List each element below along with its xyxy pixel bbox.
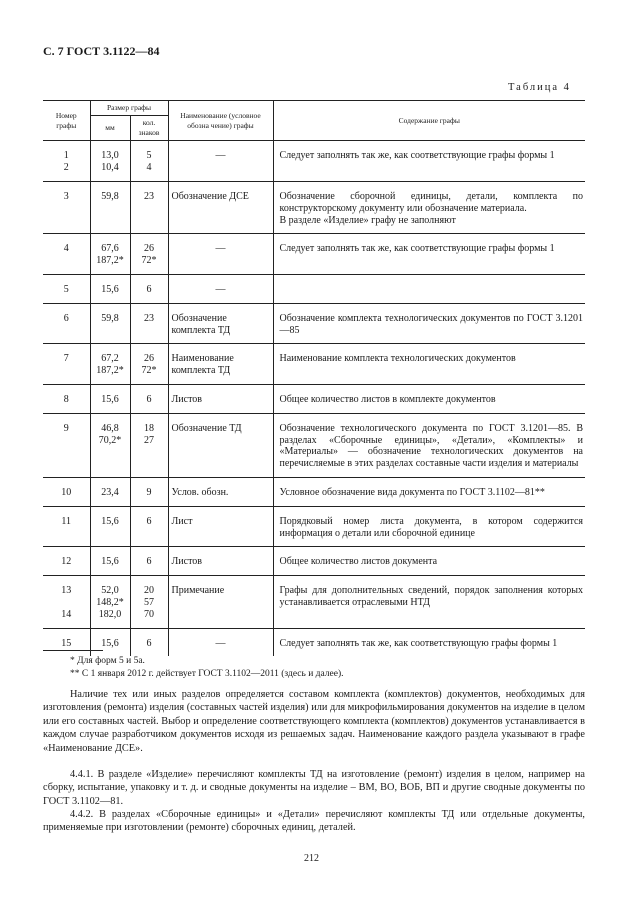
header-number: Номер графы — [43, 101, 90, 141]
cell-name: — — [168, 234, 273, 275]
table-row — [43, 576, 585, 628]
cell-number: 6 — [43, 303, 90, 344]
cell-name: Листов — [168, 547, 273, 576]
cell-number: 5 — [43, 274, 90, 303]
cell-number: 11 — [43, 506, 90, 547]
cell-number: 1 2 — [43, 141, 90, 182]
header-content: Содержание графы — [273, 101, 585, 141]
header-size: Размер графы — [90, 101, 168, 116]
cell-content: Общее количество листов в комплекте документов — [273, 384, 585, 413]
table-row — [43, 181, 585, 233]
cell-size-mm: 15,6 — [90, 506, 130, 547]
cell-size-chars: 23 — [130, 303, 168, 344]
cell-size-mm: 59,8 — [90, 181, 130, 233]
cell-size-mm: 15,6 — [90, 274, 130, 303]
cell-content: Наименование комплекта технологических документов — [273, 344, 585, 385]
table-row — [43, 141, 585, 182]
table-row — [43, 477, 585, 506]
footnotes — [70, 655, 344, 681]
cell-content: Следует заполнять так же, как соответствующие графы формы 1 — [273, 234, 585, 275]
cell-name: Обозначение комплекта ТД — [168, 303, 273, 344]
cell-name: Листов — [168, 384, 273, 413]
cell-number: 12 — [43, 547, 90, 576]
cell-name: Примечание — [168, 576, 273, 628]
paragraph: 4.4.1. В разделе «Изделие» перечисляют комплекты ТД на изготовление (ремонт) изделия в целом, например на сборку, испытание, упаковку и т. д. и сводные документы на изделие – ВМ, ВО, ВОБ, ВП и другие сводные документы по ГОСТ 3.1102—81. — [43, 769, 585, 807]
table-row — [43, 506, 585, 547]
cell-size-chars: 18 27 — [130, 413, 168, 477]
footnote: * Для форм 5 и 5а. — [70, 656, 145, 666]
table-row — [43, 303, 585, 344]
cell-name: — — [168, 274, 273, 303]
cell-number: 8 — [43, 384, 90, 413]
cell-content: Условное обозначение вида документа по ГОСТ 3.1102—81** — [273, 477, 585, 506]
cell-name: Обозначение ТД — [168, 413, 273, 477]
table-caption: Таблица 4 — [508, 82, 571, 93]
cell-name: Наименование комплекта ТД — [168, 344, 273, 385]
cell-content: Графы для дополнительных сведений, порядок заполнения которых устанавливается отраслевыми НТД — [273, 576, 585, 628]
cell-content: Обозначение сборочной единицы, детали, комплекта по конструкторскому документу или обозначение материала. В разделе «Изделие» графу не заполняют — [273, 181, 585, 233]
cell-number: 3 — [43, 181, 90, 233]
cell-size-mm: 23,4 — [90, 477, 130, 506]
table-row — [43, 344, 585, 385]
header-size-chars: кол. знаков — [130, 116, 168, 141]
cell-size-chars: 6 — [130, 506, 168, 547]
paragraph: 4.4.2. В разделах «Сборочные единицы» и «Детали» перечисляют комплекты ТД или отдельные документы, применяемые при изготовлении (ремонте) сборочных единиц, деталей. — [43, 809, 585, 834]
table-row — [43, 234, 585, 275]
columns-table — [43, 100, 585, 656]
page-number: 212 — [304, 853, 319, 864]
cell-size-mm: 15,6 — [90, 628, 130, 656]
cell-size-mm: 15,6 — [90, 384, 130, 413]
cell-name: Обозначение ДСЕ — [168, 181, 273, 233]
cell-number: 10 — [43, 477, 90, 506]
cell-content: Следует заполнять так же, как соответствующую графы формы 1 — [273, 628, 585, 656]
cell-name: Услов. обозн. — [168, 477, 273, 506]
page-header: С. 7 ГОСТ 3.1122—84 — [43, 44, 160, 58]
footnote-divider — [43, 650, 103, 651]
cell-number: 13 14 — [43, 576, 90, 628]
footnote: ** С 1 января 2012 г. действует ГОСТ 3.1102—2011 (здесь и далее). — [70, 668, 344, 679]
cell-number: 4 — [43, 234, 90, 275]
header-name: Наименование (условное обозна чение) графы — [168, 101, 273, 141]
cell-size-chars: 26 72* — [130, 344, 168, 385]
cell-size-mm: 59,8 — [90, 303, 130, 344]
cell-size-mm: 52,0 148,2* 182,0 — [90, 576, 130, 628]
header-size-mm: мм — [90, 116, 130, 141]
cell-number: 7 — [43, 344, 90, 385]
cell-content: Общее количество листов документа — [273, 547, 585, 576]
cell-content: Обозначение технологического документа по ГОСТ 3.1201—85. В разделах «Сборочные единицы», «Детали», «Комплекты» и «Материалы» — обозначение технологических документов на перечисляемые в этих разделах составные части изделия и материалы — [273, 413, 585, 477]
cell-size-chars: 23 — [130, 181, 168, 233]
table-row — [43, 413, 585, 477]
cell-content: Обозначение комплекта технологических документов по ГОСТ 3.1201—85 — [273, 303, 585, 344]
cell-content: Порядковый номер листа документа, в котором содержится информация о детали или сборочной единице — [273, 506, 585, 547]
cell-size-chars: 6 — [130, 628, 168, 656]
table-row — [43, 547, 585, 576]
cell-size-mm: 67,6 187,2* — [90, 234, 130, 275]
table-row — [43, 628, 585, 656]
cell-size-mm: 46,8 70,2* — [90, 413, 130, 477]
table-row — [43, 384, 585, 413]
cell-name: — — [168, 141, 273, 182]
cell-name: — — [168, 628, 273, 656]
cell-content — [273, 274, 585, 303]
cell-number: 15 — [61, 637, 72, 649]
cell-number: 9 — [43, 413, 90, 477]
cell-size-chars: 9 — [130, 477, 168, 506]
cell-size-chars: 5 4 — [130, 141, 168, 182]
cell-size-mm: 13,0 10,4 — [90, 141, 130, 182]
cell-size-chars: 20 57 70 — [130, 576, 168, 628]
cell-size-chars: 6 — [130, 547, 168, 576]
cell-size-mm: 15,6 — [90, 547, 130, 576]
paragraph: Наличие тех или иных разделов определяется составом комплекта (комплектов) документов, необходимых для изготовления (ремонта) изделия (составных частей изделия) или для микрофильмирования документов на изделие в целом или его составных частей. Выбор и определение соответствующего комплекта (комплектов) документов устанавливается в каждом случае разработчиком документов исходя из решаемых задач. Наименование каждого раздела указывают в графе «Наименование ДСЕ». — [43, 689, 585, 754]
cell-name: Лист — [168, 506, 273, 547]
table-row — [43, 274, 585, 303]
cell-size-mm: 67,2 187,2* — [90, 344, 130, 385]
cell-size-chars: 6 — [130, 384, 168, 413]
cell-size-chars: 26 72* — [130, 234, 168, 275]
cell-size-chars: 6 — [130, 274, 168, 303]
cell-content: Следует заполнять так же, как соответствующие графы формы 1 — [273, 141, 585, 182]
